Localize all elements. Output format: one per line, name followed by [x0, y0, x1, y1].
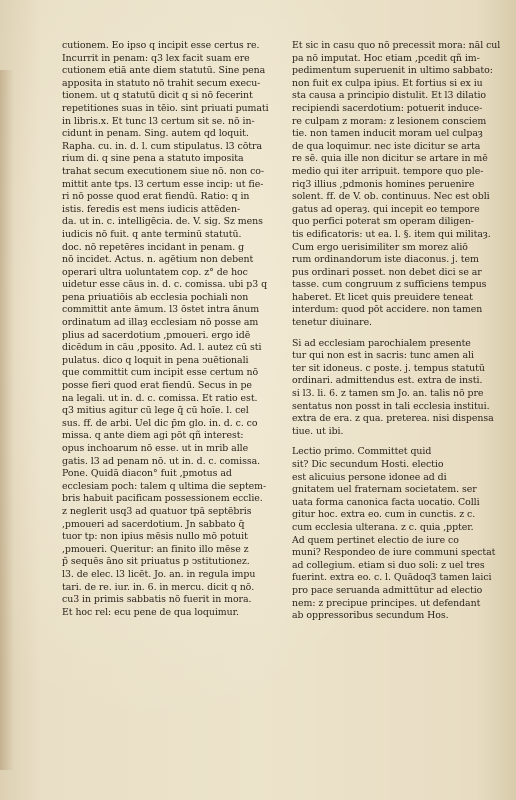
text-line: cum ecclesia ulterana. z c. quia ,ppter. — [292, 521, 474, 533]
text-line: committit ante āmum. l3 ōstet intra ānum — [62, 304, 260, 316]
right-text-column — [292, 40, 502, 623]
text-line: bris habuit pacificam possessionem ecclie. — [62, 493, 263, 505]
text-line: cutionem etiā ante diem statutū. Sine pena — [62, 65, 266, 77]
text-line: gitur hoc. extra eo. cum in cunctis. z c. — [292, 509, 476, 521]
text-line: solent. ff. de V. ob. continuus. Nec est obli — [292, 191, 490, 203]
text-line: q3 mitius agitur cū lege q̄ cū hoīe. l. cel — [62, 405, 249, 417]
text-line: in libris.x. Et tunc l3 certum sit se. nō in- — [62, 115, 255, 127]
text-line: Lectio primo. Committet quid — [292, 446, 432, 458]
text-line: sentatus non posst in tali ecclesia institui. — [292, 400, 490, 412]
text-line: Ad quem pertinet electio de iure co — [292, 534, 459, 546]
text-line: ordinatum ad illaȝ ecclesiam nō posse am — [62, 317, 259, 329]
text-line: ordinari. admittendus est. extra de insti. — [292, 375, 483, 387]
text-line: pro pace seruanda admittūtur ad electio — [292, 584, 483, 596]
text-line: tari. de re. iur. in. 6. in mercu. dicit q nō. — [62, 581, 255, 593]
text-line: Et hoc rel: ecu pene de qua loquimur. — [62, 606, 239, 618]
text-line: tur qui non est in sacris: tunc amen ali — [292, 350, 474, 362]
text-line: Cum ergo uerisimiliter sm morez aliō — [292, 241, 468, 253]
text-line: uata forma canonica facta uocatio. Colli — [292, 496, 480, 508]
text-line: posse fieri quod erat fiendū. Secus in pe — [62, 380, 252, 392]
text-line: tenetur diuinare. — [292, 317, 372, 329]
text-line: sit? Dic secundum Hosti. electio — [292, 459, 444, 470]
text-line: plius ad sacerdotium ,pmoueri. ergo idē — [62, 329, 251, 341]
text-line: pa nō imputat. Hoc etiam ,pcedit qñ im- — [292, 52, 480, 64]
text-line: istis. feredis est mens iudicis attēden- — [62, 203, 241, 215]
text-line: p̄ sequēs āno sit priuatus p ↄstitutionez. — [62, 556, 250, 568]
text-line: Rapha. cu. in. d. l. cum stipulatus. l3 cōtra — [62, 140, 262, 152]
text-line: tionem. ut q statutū dicit q si nō fecerint — [62, 90, 253, 102]
text-line: ter sit idoneus. c poste. j. tempus statutū — [292, 362, 485, 374]
text-line: haberet. Et licet quis preuidere teneat — [292, 291, 473, 303]
text-line: da. ut in. c. intelligēcia. de. V. sig. Sz mens — [62, 216, 263, 228]
text-line: mittit ante tps. l3 certum esse incip: ut fie- — [62, 178, 264, 190]
text-line: pus ordinari posset. non debet dici se ar — [292, 266, 482, 278]
text-line: de qua loquimur. nec iste dicitur se arta — [292, 140, 481, 152]
text-line: que committit cum incipit esse certum nō — [62, 367, 259, 379]
text-line: gnitatem uel fraternam societatem. ser — [292, 484, 477, 496]
text-line: dicēdum in cāu ,pposito. Ad. l. autez cū sti — [62, 342, 262, 354]
text-line: tis edificatoris: ut ea. l. §. item qui militaȝ. — [292, 228, 491, 240]
text-line: sus. ff. de arbi. Uel dic p̄m glo. in. d. c. co — [62, 417, 258, 429]
text-line: gatis. l3 ad penam nō. ut in. d. c. comissa. — [62, 455, 261, 467]
text-line: tie. non tamen inducit moram uel culpaȝ — [292, 128, 483, 140]
text-line: tuor tp: non ipius mēsis nullo mō potuit — [62, 531, 248, 543]
text-line: z neglerit usq3 ad quatuor tpā septēbris — [62, 505, 252, 517]
text-line: nem: z precipue principes. ut defendant — [292, 597, 481, 609]
text-line: tasse. cum congruum z sufficiens tempus — [292, 279, 487, 291]
paragraph-gap — [292, 438, 502, 446]
text-line: operari ultra uoluntatem cop. z° de hoc — [62, 266, 248, 278]
text-line: rum ordinandorum iste diaconus. j. tem — [292, 254, 479, 266]
text-line: ri nō posse quod erat fiendū. Ratio: q in — [62, 191, 250, 203]
text-line: doc. nō repetēres incidant in penam. g — [62, 241, 245, 253]
text-line: opus inchoarum nō esse. ut in mrib alle — [62, 443, 249, 454]
text-line: muni? Respondeo de iure communi spectat — [292, 547, 496, 559]
text-line: missa. q ante diem agi pōt qñ interest: — [62, 430, 244, 442]
text-line: est alicuius persone idonee ad di — [292, 471, 447, 483]
text-line: sta causa a principio distulit. Et l3 dilatio — [292, 90, 486, 102]
text-line: tiue. ut ibi. — [292, 425, 344, 437]
text-line: nō incidet. Actus. n. agētium non debent — [62, 254, 254, 266]
text-line: iudicis nō fuit. q ante terminū statutū. — [62, 228, 242, 240]
text-line: l3. de elec. l3 licēt. Jo. an. in regula impu — [62, 568, 256, 580]
text-line: fuerint. extra eo. c. l. Quādoq3 tamen laici — [292, 572, 492, 584]
text-line: riq3 illius ,pdmonis homines peruenire — [292, 178, 475, 190]
text-line: quo perfici poterat sm operam diligen- — [292, 216, 474, 228]
text-line: cu3 in primis sabbatis nō fuerit in mora. — [62, 594, 252, 606]
text-line: trahat secum executionem siue nō. non co- — [62, 165, 264, 177]
text-line: rium di. q sine pena a statuto imposita — [62, 153, 244, 165]
paragraph-gap — [292, 330, 502, 338]
text-line: Si ad ecclesiam parochialem presente — [292, 337, 471, 349]
gutter-shadow — [0, 70, 14, 770]
text-line: cidunt in penam. Sing. autem qd loquit. — [62, 128, 249, 140]
text-line: cutionem. Eo ipso q incipit esse certus re. — [62, 40, 260, 51]
text-line: re sē. quia ille non dicitur se artare in mē — [292, 153, 488, 165]
text-line: repetitiones suas in tēio. sint priuati pumati — [62, 102, 269, 114]
text-line: na legali. ut in. d. c. comissa. Et ratio est. — [62, 392, 258, 404]
text-line: pedimentum superuenit in ultimo sabbato: — [292, 65, 493, 77]
text-line: gatus ad operaȝ. qui incepit eo tempore — [292, 203, 480, 215]
text-line: re culpam z moram: z lesionem consciem — [292, 115, 487, 127]
text-line: ecclesiam poch: talem q ultima die septem- — [62, 480, 267, 492]
text-line: Pone. Quidā diacon° fuit ,pmotus ad — [62, 468, 232, 480]
text-line: medio qui iter arripuit. tempore quo ple- — [292, 165, 484, 177]
text-line: ad collegium. etiam si duo soli: z uel tres — [292, 559, 485, 571]
text-line: Incurrit in penam: q3 lex facit suam ere — [62, 52, 250, 64]
left-text-column — [62, 40, 284, 619]
text-line: pulatus. dico q loquit in pena ↄuētionali — [62, 354, 249, 366]
text-line: recipiendi sacerdotium: potuerit induce- — [292, 102, 483, 114]
text-line: uidetur esse cāus in. d. c. comissa. ubi p3 q — [62, 279, 268, 291]
text-line: si l3. li. 6. z tamen sm Jo. an. talis nō pre — [292, 388, 484, 400]
text-line: Et sic in casu quo nō precessit mora: nāl cul — [292, 40, 501, 51]
text-line: interdum: quod pōt accidere. non tamen — [292, 304, 483, 316]
text-line: ,pmoueri. Queritur: an finito illo mēse z — [62, 543, 249, 555]
text-line: ,pmoueri ad sacerdotium. Jn sabbato q̄ — [62, 518, 245, 530]
text-line: non fuit ex culpa ipius. Et fortius si ex iu — [292, 77, 483, 89]
text-line: apposita in statuto nō trahit secum execu- — [62, 77, 261, 89]
text-line: extra de era. z qua. preterea. nisi dispensa — [292, 413, 494, 425]
text-line: pena priuatiōis ab ecclesia pochiali non — [62, 291, 249, 303]
text-line: ab oppressoribus secundum Hos. — [292, 610, 449, 622]
